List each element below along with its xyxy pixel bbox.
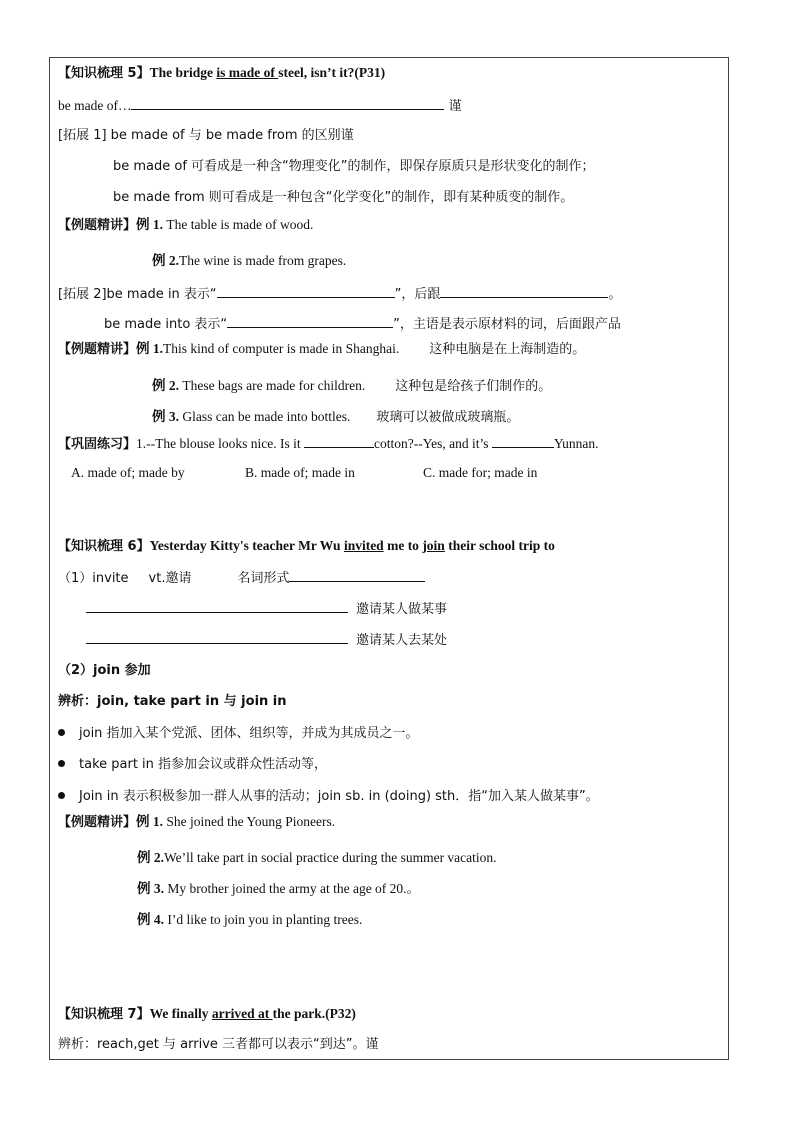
section6-heading-a: Yesterday Kitty's teacher Mr Wu [149,538,344,553]
bullet-join [58,724,419,743]
invite-vt: vt.邀请 [148,571,192,586]
example-b1-text: This kind of computer is made in Shanghai. [163,341,400,356]
invite-place-text: 邀请某人去某处 [356,633,448,648]
example1-label: 例 1. [136,217,164,232]
extension2-b: ”，后跟 [394,287,441,302]
section6-heading-c: their school trip to [444,538,555,553]
section6-ex4-label: 例 4. [137,912,164,927]
invite-do-line [86,599,447,619]
example2-label: 例 2. [152,253,179,268]
section6-ex3-label: 例 3. [137,881,164,896]
extension1-title: [拓展 1] be made of 与 be made from 的区别谨 [58,128,354,143]
be-made-of-label: be made of… [58,98,132,113]
extension1-made-of: be made of 可看成是一种含“物理变化”的制作，即保存原质只是形状变化的制作； [113,159,595,174]
example-b1-label: 例 1. [136,341,164,356]
section6-join: join [422,538,445,553]
invite-do-text: 邀请某人做某事 [356,602,448,617]
section6-example3 [137,880,420,898]
practice-line [58,434,598,454]
section5-heading-a: The bridge [149,65,217,80]
example-tag: 【例题精讲】 [58,218,137,233]
example-block-1 [58,216,313,235]
join-diff-heading: 辨析：join, take part in 与 join in [58,694,287,709]
bullet-dot [58,792,65,799]
section7-heading [58,1005,356,1024]
example-block-2 [58,340,585,359]
section7-heading-b: the park.(P32) [272,1006,356,1021]
option-c[interactable]: C. made for; made in [423,465,538,480]
section6-heading [58,537,555,556]
invite-place-blank[interactable] [86,630,348,644]
be-made-of-end: 谨 [448,99,462,114]
section6-example-tag: 【例题精讲】 [58,815,137,830]
section7-heading-a: We finally [149,1006,212,1021]
section6-example1 [58,813,335,832]
section7-tag: 【知识梳理 7】 [58,1007,150,1022]
section5-heading-b: steel, isn’t it?(P31) [278,65,386,80]
section6-example2 [137,849,497,867]
extension2-a: [拓展 2]be made in 表示“ [58,287,217,302]
example1-text: The table is made of wood. [163,217,314,232]
section5-heading-underlined: is made of [216,65,279,80]
section6-tag: 【知识梳理 6】 [58,539,150,554]
invite-label: （1）invite [58,571,129,586]
example-b2-zh: 这种包是给孩子们制作的。 [395,379,552,394]
practice-a: 1.--The blouse looks nice. Is it [136,436,304,451]
extension2-line [58,284,621,304]
section6-example4 [137,911,362,929]
made-into-blank[interactable] [227,314,393,328]
made-into-a: be made into 表示“ [104,317,228,332]
bullet-take-part-text: take part in 指参加会议或群众性活动等， [79,757,328,772]
section5-tag: 【知识梳理 5】 [58,66,150,81]
bullet-join-text: join 指加入某个党派、团体、组织等，并成为其成员之一。 [79,726,419,741]
be-made-of-line [58,96,462,116]
bullet-join-in [58,787,599,806]
bullet-dot [58,729,65,736]
made-into-b: ”，主语是表示原材料的词，后面跟产品 [393,317,621,332]
practice-b: cotton?--Yes, and it’s [373,436,492,451]
practice-blank1[interactable] [304,434,374,448]
section7-arrived-at: arrived at [211,1006,273,1021]
practice-c: Yunnan. [553,436,599,451]
option-b[interactable]: B. made of; made in [245,465,355,480]
join-heading: （2）join 参加 [58,663,151,678]
section6-ex2-label: 例 2. [137,850,164,865]
example-b3-zh: 玻璃可以被做成玻璃瓶。 [376,410,520,425]
practice-tag: 【巩固练习】 [58,437,137,452]
example-b2-label: 例 2. [152,378,179,393]
example2-line [152,252,346,270]
example-tag-2: 【例题精讲】 [58,342,137,357]
extension1-made-from: be made from 则可看成是一种包含“化学变化”的制作，即有某种质变的制作。 [113,190,574,205]
invite-do-blank[interactable] [86,599,348,613]
bullet-take-part [58,755,327,774]
section5-heading [58,64,385,83]
example2-text: The wine is made from grapes. [179,253,347,268]
section6-ex2-text: We’ll take part in social practice during the summer vacation. [164,850,497,865]
extension2-blank1[interactable] [217,284,395,298]
extension2-blank2[interactable] [440,284,608,298]
section6-ex3-text: My brother joined the army at the age of 20.。 [164,881,421,896]
section6-ex1-text: She joined the Young Pioneers. [163,814,336,829]
section6-invited: invited [343,538,384,553]
invite-line [58,568,425,588]
option-a[interactable]: A. made of; made by [71,465,185,480]
page-frame [49,57,729,1060]
example-b3-text: Glass can be made into bottles. [179,409,351,424]
example-b1-zh: 这种电脑是在上海制造的。 [429,342,586,357]
bullet-join-in-text: Join in 表示积极参加一群人从事的活动；join sb. in (doing) sth．指“加入某人做某事”。 [79,789,599,804]
example-b2-text: These bags are made for children. [179,378,366,393]
section6-heading-b: me to [383,538,423,553]
section6-ex4-text: I’d like to join you in planting trees. [164,912,363,927]
made-into-line [104,314,621,334]
section7-diff: 辨析：reach,get 与 arrive 三者都可以表示“到达”。谨 [58,1037,379,1052]
invite-place-line [86,630,447,650]
bullet-dot [58,760,65,767]
extension2-c: 。 [608,287,622,302]
invite-noun-label: 名词形式 [237,571,290,586]
example-b2-line [152,377,551,396]
invite-noun-blank[interactable] [289,568,425,582]
section6-ex1-label: 例 1. [136,814,164,829]
be-made-of-blank[interactable] [131,96,444,110]
example-b3-label: 例 3. [152,409,179,424]
practice-blank2[interactable] [492,434,554,448]
example-b3-line [152,408,519,427]
